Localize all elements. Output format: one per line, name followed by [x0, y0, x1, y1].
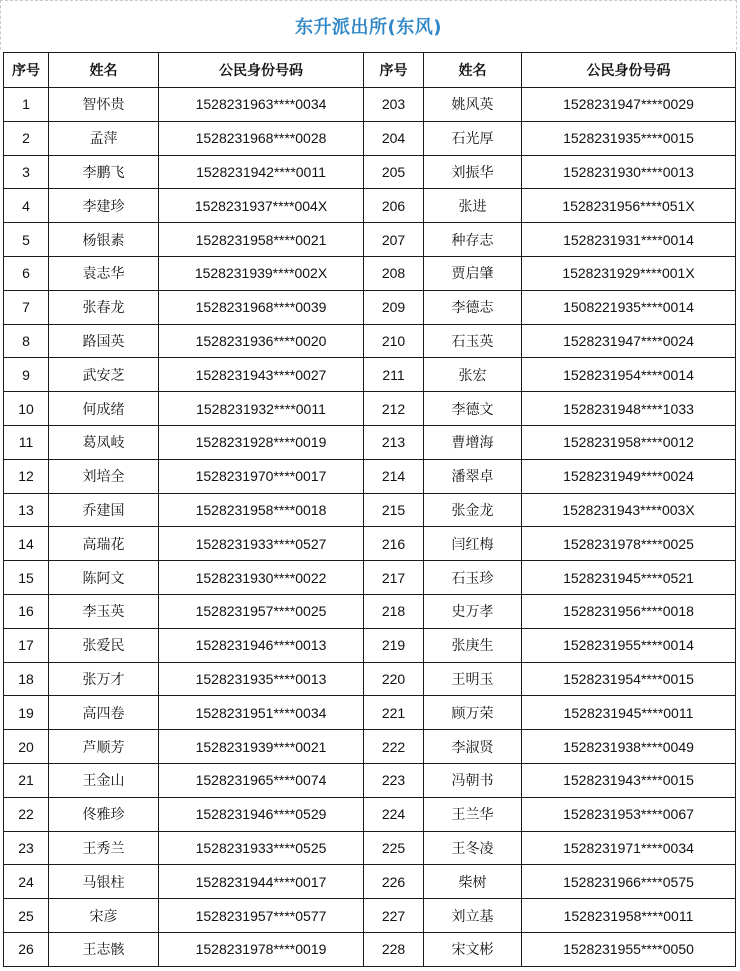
- cell-id-left: 1528231942****0011: [159, 155, 364, 189]
- cell-serial-right: 221: [364, 696, 424, 730]
- cell-name-left: 李鹏飞: [49, 155, 159, 189]
- cell-serial-left: 19: [4, 696, 49, 730]
- cell-name-right: 刘立基: [424, 899, 522, 933]
- table-row: [4, 425, 736, 459]
- header-name-left: 姓名: [49, 53, 159, 88]
- cell-id-right: 1528231929****001X: [522, 256, 736, 290]
- cell-serial-left: 22: [4, 797, 49, 831]
- cell-name-left: 陈阿文: [49, 561, 159, 595]
- header-id-right: 公民身份号码: [522, 53, 736, 88]
- cell-id-right: 1528231956****051X: [522, 189, 736, 223]
- cell-serial-right: 223: [364, 763, 424, 797]
- cell-name-left: 葛凤岐: [49, 425, 159, 459]
- cell-id-right: 1528231935****0015: [522, 121, 736, 155]
- cell-name-right: 石玉珍: [424, 561, 522, 595]
- cell-serial-left: 6: [4, 256, 49, 290]
- cell-serial-left: 16: [4, 594, 49, 628]
- cell-serial-right: 227: [364, 899, 424, 933]
- cell-name-left: 宋彦: [49, 899, 159, 933]
- cell-serial-right: 206: [364, 189, 424, 223]
- cell-id-left: 1528231946****0013: [159, 628, 364, 662]
- cell-id-right: 1528231958****0012: [522, 425, 736, 459]
- cell-id-right: 1528231945****0011: [522, 696, 736, 730]
- cell-id-right: 1528231948****1033: [522, 392, 736, 426]
- cell-serial-left: 12: [4, 459, 49, 493]
- cell-name-right: 李德文: [424, 392, 522, 426]
- cell-name-right: 李淑贤: [424, 730, 522, 764]
- cell-name-left: 路国英: [49, 324, 159, 358]
- cell-id-right: 1528231954****0014: [522, 358, 736, 392]
- cell-name-right: 张进: [424, 189, 522, 223]
- cell-serial-left: 13: [4, 493, 49, 527]
- roster-table: [3, 52, 736, 967]
- table-row: [4, 155, 736, 189]
- cell-serial-left: 11: [4, 425, 49, 459]
- cell-name-left: 杨银素: [49, 223, 159, 257]
- cell-serial-left: 3: [4, 155, 49, 189]
- table-row: [4, 561, 736, 595]
- cell-id-right: 1528231978****0025: [522, 527, 736, 561]
- cell-id-left: 1528231939****0021: [159, 730, 364, 764]
- cell-serial-right: 207: [364, 223, 424, 257]
- cell-serial-left: 9: [4, 358, 49, 392]
- cell-name-left: 武安芝: [49, 358, 159, 392]
- cell-id-right: 1528231956****0018: [522, 594, 736, 628]
- cell-serial-right: 214: [364, 459, 424, 493]
- cell-serial-right: 208: [364, 256, 424, 290]
- cell-serial-right: 222: [364, 730, 424, 764]
- cell-name-right: 姚风英: [424, 88, 522, 122]
- cell-id-left: 1528231933****0527: [159, 527, 364, 561]
- cell-id-left: 1528231957****0577: [159, 899, 364, 933]
- cell-id-right: 1528231966****0575: [522, 865, 736, 899]
- cell-serial-right: 220: [364, 662, 424, 696]
- cell-name-left: 张爱民: [49, 628, 159, 662]
- cell-id-left: 1528231978****0019: [159, 932, 364, 966]
- cell-name-right: 柴树: [424, 865, 522, 899]
- cell-id-left: 1528231958****0021: [159, 223, 364, 257]
- table-row: [4, 358, 736, 392]
- cell-serial-right: 219: [364, 628, 424, 662]
- cell-name-right: 张宏: [424, 358, 522, 392]
- table-body: [4, 88, 736, 967]
- table-row: [4, 594, 736, 628]
- cell-serial-right: 203: [364, 88, 424, 122]
- cell-id-left: 1528231930****0022: [159, 561, 364, 595]
- cell-name-right: 贾启肇: [424, 256, 522, 290]
- cell-serial-left: 1: [4, 88, 49, 122]
- cell-name-left: 张春龙: [49, 290, 159, 324]
- table-row: [4, 223, 736, 257]
- table-row: [4, 763, 736, 797]
- cell-id-right: 1528231947****0029: [522, 88, 736, 122]
- cell-serial-left: 8: [4, 324, 49, 358]
- table-row: [4, 899, 736, 933]
- cell-name-left: 芦顺芳: [49, 730, 159, 764]
- cell-id-left: 1528231944****0017: [159, 865, 364, 899]
- cell-id-left: 1528231933****0525: [159, 831, 364, 865]
- cell-serial-left: 17: [4, 628, 49, 662]
- cell-name-left: 佟雅珍: [49, 797, 159, 831]
- cell-name-right: 刘振华: [424, 155, 522, 189]
- cell-serial-left: 10: [4, 392, 49, 426]
- header-serial-right: 序号: [364, 53, 424, 88]
- cell-id-left: 1528231958****0018: [159, 493, 364, 527]
- page-title: 东升派出所(东风): [295, 16, 442, 38]
- cell-name-right: 石玉英: [424, 324, 522, 358]
- cell-name-right: 张金龙: [424, 493, 522, 527]
- cell-id-right: 1528231949****0024: [522, 459, 736, 493]
- cell-id-left: 1528231968****0028: [159, 121, 364, 155]
- table-row: [4, 256, 736, 290]
- table-row: [4, 797, 736, 831]
- cell-name-right: 宋文彬: [424, 932, 522, 966]
- cell-id-left: 1528231951****0034: [159, 696, 364, 730]
- cell-name-left: 智怀贵: [49, 88, 159, 122]
- cell-serial-left: 15: [4, 561, 49, 595]
- cell-id-left: 1528231963****0034: [159, 88, 364, 122]
- cell-name-right: 张庚生: [424, 628, 522, 662]
- cell-id-right: 1528231953****0067: [522, 797, 736, 831]
- cell-id-right: 1528231971****0034: [522, 831, 736, 865]
- cell-name-right: 石光厚: [424, 121, 522, 155]
- header-id-left: 公民身份号码: [159, 53, 364, 88]
- cell-id-left: 1528231939****002X: [159, 256, 364, 290]
- cell-name-left: 乔建国: [49, 493, 159, 527]
- cell-serial-left: 2: [4, 121, 49, 155]
- cell-name-right: 顾万荣: [424, 696, 522, 730]
- cell-serial-left: 5: [4, 223, 49, 257]
- title-bar: [0, 0, 737, 50]
- cell-id-right: 1528231958****0011: [522, 899, 736, 933]
- cell-id-right: 1528231943****0015: [522, 763, 736, 797]
- cell-serial-left: 21: [4, 763, 49, 797]
- cell-id-left: 1528231932****0011: [159, 392, 364, 426]
- cell-id-left: 1528231928****0019: [159, 425, 364, 459]
- cell-serial-right: 205: [364, 155, 424, 189]
- cell-serial-right: 209: [364, 290, 424, 324]
- header-row: [4, 53, 736, 88]
- cell-id-right: 1508221935****0014: [522, 290, 736, 324]
- cell-id-left: 1528231946****0529: [159, 797, 364, 831]
- cell-serial-left: 14: [4, 527, 49, 561]
- table-row: [4, 865, 736, 899]
- table-row: [4, 324, 736, 358]
- cell-id-right: 1528231931****0014: [522, 223, 736, 257]
- cell-serial-right: 217: [364, 561, 424, 595]
- cell-serial-right: 211: [364, 358, 424, 392]
- table-row: [4, 628, 736, 662]
- cell-name-left: 高瑞花: [49, 527, 159, 561]
- cell-name-right: 闫红梅: [424, 527, 522, 561]
- cell-name-left: 孟萍: [49, 121, 159, 155]
- cell-serial-right: 218: [364, 594, 424, 628]
- table-row: [4, 527, 736, 561]
- cell-id-right: 1528231954****0015: [522, 662, 736, 696]
- cell-name-right: 种存志: [424, 223, 522, 257]
- cell-serial-right: 225: [364, 831, 424, 865]
- cell-serial-left: 25: [4, 899, 49, 933]
- cell-id-left: 1528231970****0017: [159, 459, 364, 493]
- table-row: [4, 88, 736, 122]
- cell-id-left: 1528231937****004X: [159, 189, 364, 223]
- cell-name-left: 王金山: [49, 763, 159, 797]
- cell-serial-right: 228: [364, 932, 424, 966]
- cell-id-left: 1528231936****0020: [159, 324, 364, 358]
- cell-serial-right: 212: [364, 392, 424, 426]
- cell-name-left: 高四卷: [49, 696, 159, 730]
- cell-serial-right: 226: [364, 865, 424, 899]
- cell-serial-left: 24: [4, 865, 49, 899]
- cell-serial-left: 7: [4, 290, 49, 324]
- cell-id-right: 1528231943****003X: [522, 493, 736, 527]
- cell-serial-left: 26: [4, 932, 49, 966]
- cell-name-left: 王秀兰: [49, 831, 159, 865]
- cell-name-right: 李德志: [424, 290, 522, 324]
- cell-id-left: 1528231943****0027: [159, 358, 364, 392]
- cell-id-right: 1528231938****0049: [522, 730, 736, 764]
- cell-name-left: 李玉英: [49, 594, 159, 628]
- table-row: [4, 696, 736, 730]
- cell-serial-left: 23: [4, 831, 49, 865]
- cell-serial-left: 20: [4, 730, 49, 764]
- cell-serial-right: 210: [364, 324, 424, 358]
- cell-id-right: 1528231945****0521: [522, 561, 736, 595]
- cell-id-right: 1528231955****0014: [522, 628, 736, 662]
- table-row: [4, 121, 736, 155]
- header-serial-left: 序号: [4, 53, 49, 88]
- cell-serial-left: 18: [4, 662, 49, 696]
- cell-id-right: 1528231930****0013: [522, 155, 736, 189]
- cell-serial-right: 213: [364, 425, 424, 459]
- table-row: [4, 662, 736, 696]
- cell-name-right: 王冬凌: [424, 831, 522, 865]
- table-row: [4, 459, 736, 493]
- table-row: [4, 730, 736, 764]
- cell-serial-right: 215: [364, 493, 424, 527]
- table-row: [4, 831, 736, 865]
- cell-name-left: 李建珍: [49, 189, 159, 223]
- cell-name-left: 张万才: [49, 662, 159, 696]
- cell-id-left: 1528231965****0074: [159, 763, 364, 797]
- cell-name-right: 冯朝书: [424, 763, 522, 797]
- table-row: [4, 189, 736, 223]
- cell-name-left: 马银柱: [49, 865, 159, 899]
- cell-name-left: 刘培全: [49, 459, 159, 493]
- cell-name-right: 曹增海: [424, 425, 522, 459]
- table-row: [4, 493, 736, 527]
- table-header: [4, 53, 736, 88]
- cell-name-left: 何成绪: [49, 392, 159, 426]
- cell-name-right: 史万孝: [424, 594, 522, 628]
- cell-name-left: 王志骸: [49, 932, 159, 966]
- table-row: [4, 392, 736, 426]
- cell-serial-right: 216: [364, 527, 424, 561]
- cell-id-left: 1528231957****0025: [159, 594, 364, 628]
- cell-id-right: 1528231947****0024: [522, 324, 736, 358]
- cell-name-right: 王兰华: [424, 797, 522, 831]
- cell-id-left: 1528231968****0039: [159, 290, 364, 324]
- cell-name-right: 潘翠卓: [424, 459, 522, 493]
- table-row: [4, 290, 736, 324]
- header-name-right: 姓名: [424, 53, 522, 88]
- table-row: [4, 932, 736, 966]
- cell-serial-right: 224: [364, 797, 424, 831]
- cell-name-left: 袁志华: [49, 256, 159, 290]
- cell-serial-right: 204: [364, 121, 424, 155]
- cell-serial-left: 4: [4, 189, 49, 223]
- cell-name-right: 王明玉: [424, 662, 522, 696]
- cell-id-right: 1528231955****0050: [522, 932, 736, 966]
- cell-id-left: 1528231935****0013: [159, 662, 364, 696]
